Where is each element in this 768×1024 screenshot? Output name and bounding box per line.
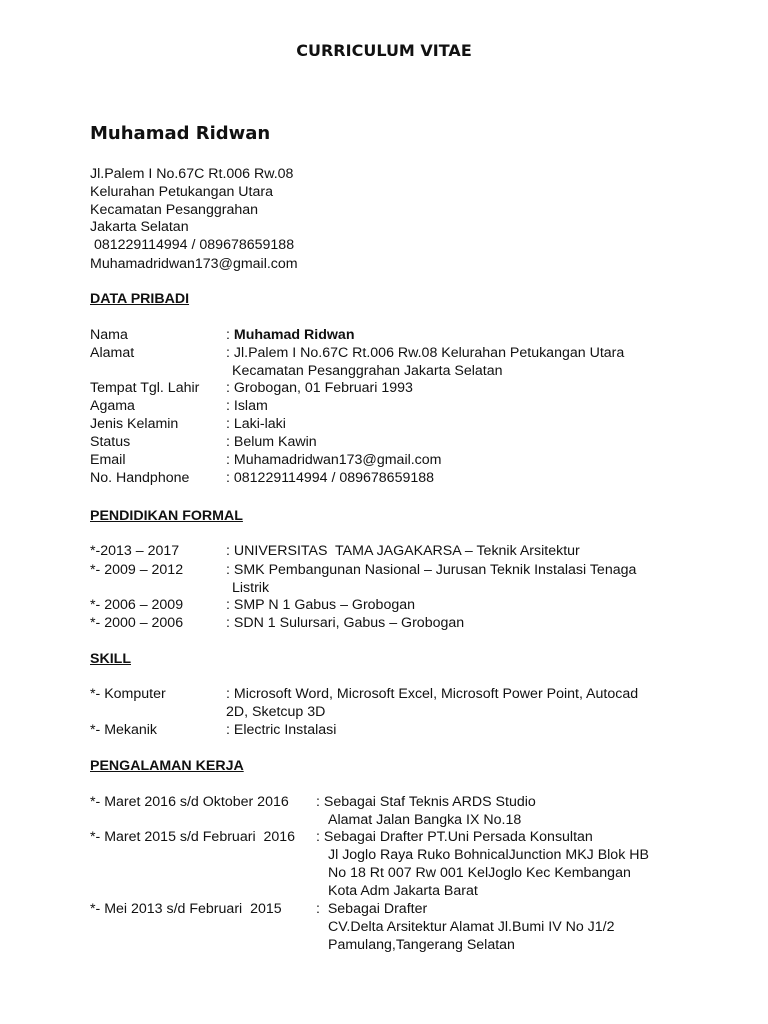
experience-position: : Sebagai Staf Teknis ARDS Studio <box>316 794 536 810</box>
skill-value: : Electric Instalasi <box>226 722 337 738</box>
field-value: : Grobogan, 01 Februari 1993 <box>226 380 413 396</box>
education-institution: : SDN 1 Sulursari, Gabus – Grobogan <box>226 615 465 631</box>
field-value-name: Muhamad Ridwan <box>233 327 355 343</box>
education-period: *-2013 – 2017 <box>90 543 180 559</box>
name-heading: Muhamad Ridwan <box>90 123 271 144</box>
education-institution-continuation: Listrik <box>232 580 270 596</box>
field-label: Alamat <box>90 345 135 361</box>
experience-detail: Pamulang,Tangerang Selatan <box>328 937 515 953</box>
experience-period: *- Mei 2013 s/d Februari 2015 <box>90 901 282 917</box>
section-heading-skill: SKILL <box>90 651 131 667</box>
field-value: : Belum Kawin <box>226 434 317 450</box>
field-value: : Islam <box>226 398 268 414</box>
experience-period: *- Maret 2015 s/d Februari 2016 <box>90 829 296 845</box>
field-label: Nama <box>90 327 128 343</box>
field-value: : Muhamadridwan173@gmail.com <box>226 452 442 468</box>
education-institution: : UNIVERSITAS TAMA JAGAKARSA – Teknik Arsitektur <box>226 543 580 559</box>
section-heading-pengalaman: PENGALAMAN KERJA <box>90 758 244 774</box>
skill-value-continuation: 2D, Sketcup 3D <box>226 704 326 720</box>
field-value: : 081229114994 / 089678659188 <box>226 470 435 486</box>
skill-category: *- Mekanik <box>90 722 158 738</box>
experience-detail: CV.Delta Arsitektur Alamat Jl.Bumi IV No J1/2 <box>328 919 615 935</box>
education-period: *- 2000 – 2006 <box>90 615 184 631</box>
experience-position: : Sebagai Drafter PT.Uni Persada Konsultan <box>316 829 593 845</box>
field-value: : Muhamad Ridwan <box>226 327 355 343</box>
section-heading-data-pribadi: DATA PRIBADI <box>90 291 190 307</box>
field-label: Agama <box>90 398 135 414</box>
field-label: No. Handphone <box>90 470 190 486</box>
experience-detail: No 18 Rt 007 Rw 001 KelJoglo Kec Kembangan <box>328 865 631 881</box>
field-label: Jenis Kelamin <box>90 416 179 432</box>
contact-line: Jakarta Selatan <box>90 219 189 235</box>
field-label: Status <box>90 434 131 450</box>
field-label: Email <box>90 452 126 468</box>
contact-phone: 081229114994 / 089678659188 <box>90 237 295 253</box>
experience-period: *- Maret 2016 s/d Oktober 2016 <box>90 794 289 810</box>
education-period: *- 2009 – 2012 <box>90 562 184 578</box>
contact-line: Jl.Palem I No.67C Rt.006 Rw.08 <box>90 166 294 182</box>
experience-detail: Jl Joglo Raya Ruko BohnicalJunction MKJ Blok HB <box>328 847 649 863</box>
experience-detail: Alamat Jalan Bangka IX No.18 <box>328 812 522 828</box>
skill-value: : Microsoft Word, Microsoft Excel, Microsoft Power Point, Autocad <box>226 686 639 702</box>
experience-position: : Sebagai Drafter <box>316 901 428 917</box>
document-title: CURRICULUM VITAE <box>296 41 472 60</box>
skill-category: *- Komputer <box>90 686 166 702</box>
section-heading-pendidikan: PENDIDIKAN FORMAL <box>90 508 243 524</box>
experience-detail: Kota Adm Jakarta Barat <box>328 883 478 899</box>
education-institution: : SMK Pembangunan Nasional – Jurusan Teknik Instalasi Tenaga <box>226 562 637 578</box>
field-value: : Jl.Palem I No.67C Rt.006 Rw.08 Kelurahan Petukangan Utara <box>226 345 625 361</box>
field-label: Tempat Tgl. Lahir <box>90 380 200 396</box>
contact-email: Muhamadridwan173@gmail.com <box>90 256 298 272</box>
field-value: : Laki-laki <box>226 416 286 432</box>
contact-line: Kecamatan Pesanggrahan <box>90 202 259 218</box>
contact-line: Kelurahan Petukangan Utara <box>90 184 273 200</box>
education-institution: : SMP N 1 Gabus – Grobogan <box>226 597 416 613</box>
field-value-continuation: Kecamatan Pesanggrahan Jakarta Selatan <box>232 363 503 379</box>
education-period: *- 2006 – 2009 <box>90 597 184 613</box>
